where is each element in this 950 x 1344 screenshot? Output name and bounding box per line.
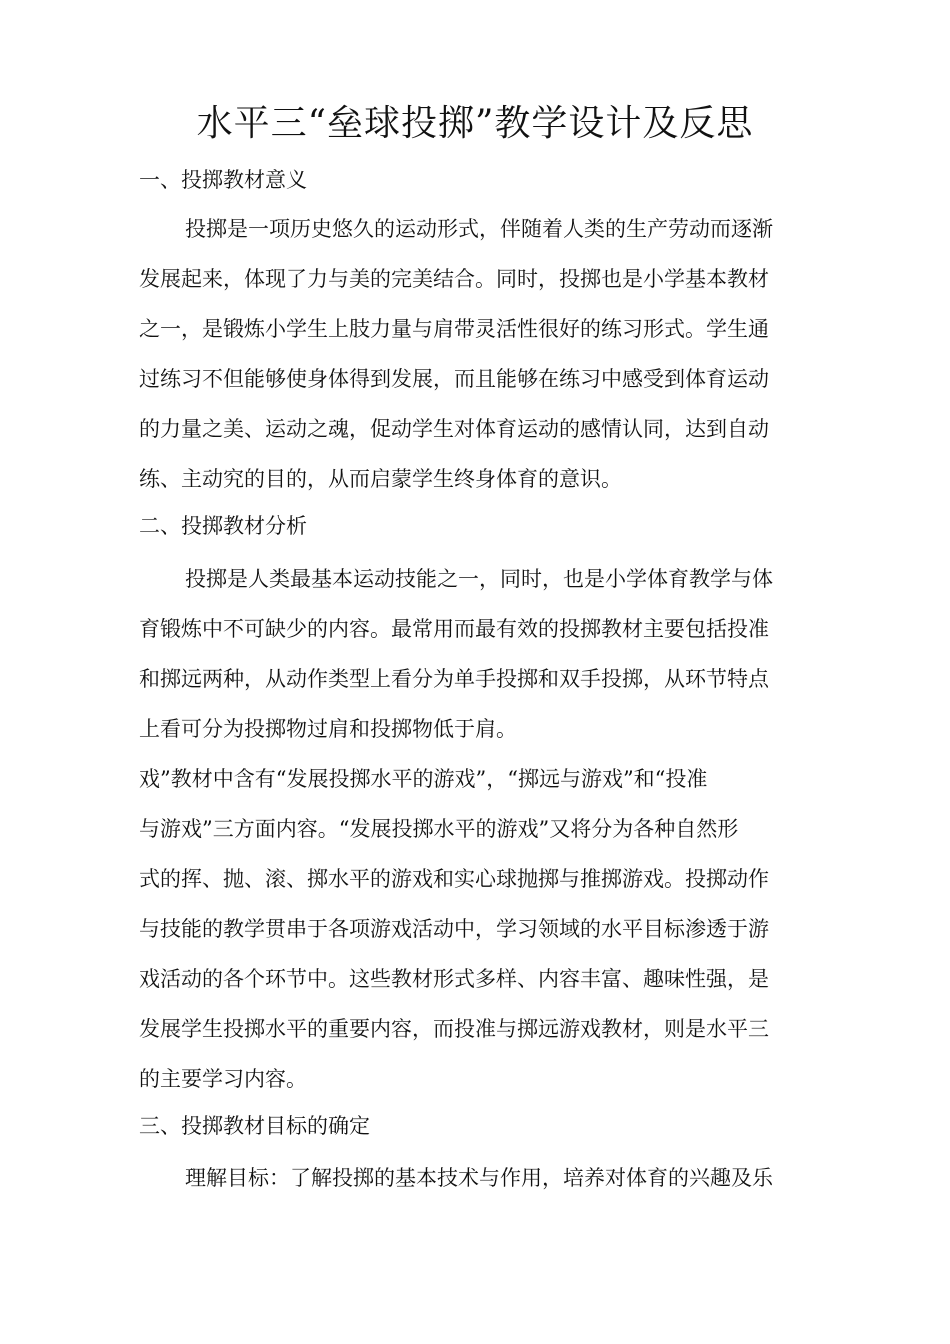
paragraph-line: 育锻炼中不可缺少的内容。最常用而最有效的投掷教材主要包括投准 (139, 617, 769, 641)
paragraph-line: 与游戏”三方面内容。“发展投掷水平的游戏”又将分为各种自然形 (139, 817, 739, 841)
paragraph-line: 练、主动究的目的，从而启蒙学生终身体育的意识。 (139, 467, 622, 491)
paragraph-line: 戏”教材中含有“发展投掷水平的游戏”，“掷远与游戏”和“投准 (139, 767, 708, 791)
paragraph-line: 戏活动的各个环节中。这些教材形式多样、内容丰富、趣味性强，是 (139, 967, 769, 991)
paragraph-line: 发展起来，体现了力与美的完美结合。同时，投掷也是小学基本教材 (139, 267, 769, 291)
section-3-paragraph (139, 1153, 819, 1203)
paragraph-line: 之一，是锻炼小学生上肢力量与肩带灵活性很好的练习形式。学生通 (139, 317, 769, 341)
section-heading-3: 三、投掷教材目标的确定 (139, 1114, 370, 1138)
paragraph-line: 投掷是一项历史悠久的运动形式，伴随着人类的生产劳动而逐渐 (185, 217, 773, 241)
paragraph-line: 理解目标：了解投掷的基本技术与作用，培养对体育的兴趣及乐 (185, 1166, 773, 1190)
section-2-paragraph (139, 554, 819, 1104)
section-heading-2: 二、投掷教材分析 (139, 514, 307, 538)
paragraph-line: 的主要学习内容。 (139, 1067, 307, 1091)
paragraph-line: 投掷是人类最基本运动技能之一，同时，也是小学体育教学与体 (185, 567, 773, 591)
section-heading-1: 一、投掷教材意义 (139, 168, 307, 192)
paragraph-line: 上看可分为投掷物过肩和投掷物低于肩。 (139, 717, 517, 741)
paragraph-line: 的力量之美、运动之魂，促动学生对体育运动的感情认同，达到自动 (139, 417, 769, 441)
document-title: 水平三“垒球投掷”教学设计及反思 (196, 103, 754, 144)
paragraph-line: 式的挥、抛、滚、掷水平的游戏和实心球抛掷与推掷游戏。投掷动作 (139, 867, 769, 891)
paragraph-line: 与技能的教学贯串于各项游戏活动中，学习领域的水平目标渗透于游 (139, 917, 769, 941)
paragraph-line: 和掷远两种，从动作类型上看分为单手投掷和双手投掷，从环节特点 (139, 667, 769, 691)
section-1-paragraph (139, 204, 819, 504)
paragraph-line: 发展学生投掷水平的重要内容，而投准与掷远游戏教材，则是水平三 (139, 1017, 769, 1041)
paragraph-line: 过练习不但能够使身体得到发展，而且能够在练习中感受到体育运动 (139, 367, 769, 391)
